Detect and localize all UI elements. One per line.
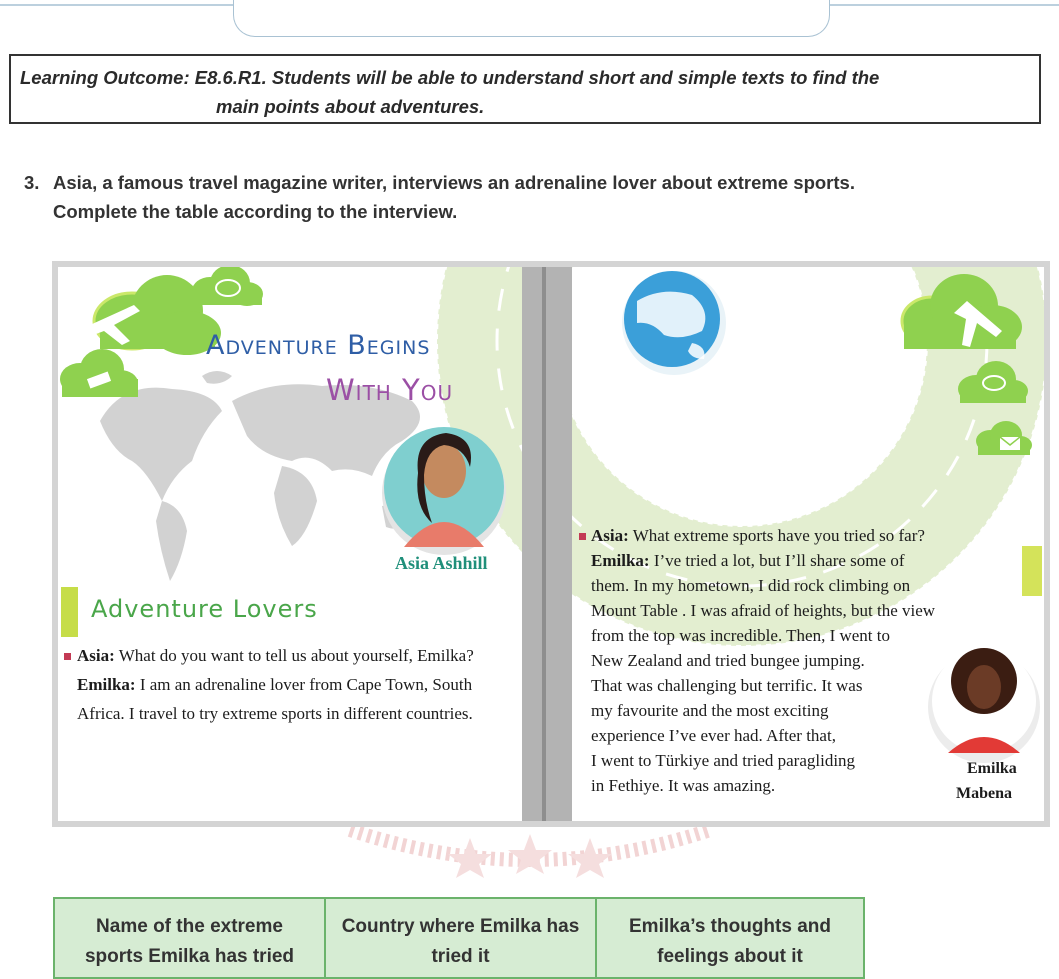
bullet-icon — [64, 653, 71, 660]
interview1-answer-line2: Africa. I travel to try extreme sports in different countries. — [77, 704, 473, 723]
magazine-title-line2: With You — [326, 373, 454, 407]
interview2-answer-line: from the top was incredible. Then, I went to — [591, 626, 890, 645]
globe-graphic — [622, 271, 726, 375]
interviewee-last-name: Mabena — [956, 785, 1012, 802]
cloud-chat-graphic — [192, 265, 263, 306]
answer-text: I’ve tried a lot, but I’ll share some of — [649, 551, 905, 570]
spine-shadow — [522, 261, 572, 827]
bullet-icon — [579, 533, 586, 540]
interview2-answer-line: Mount Table . I was afraid of heights, but the view — [591, 601, 936, 620]
table-header-cell: Country where Emilka has tried it — [326, 899, 597, 979]
interview2-answer-line: I went to Türkiye and tried paragliding — [591, 751, 856, 770]
interview2-answer-line: my favourite and the most exciting — [591, 701, 829, 720]
interview2-answer-line: New Zealand and tried bungee jumping. — [591, 651, 865, 670]
header-tab — [233, 0, 830, 37]
answer-text: I am an adrenaline lover from Cape Town, South — [135, 675, 473, 694]
answer-table — [53, 897, 865, 979]
interview2-answer-line: experience I’ve ever had. After that, — [591, 726, 836, 745]
question-text: What do you want to tell us about yourself, Emilka? — [114, 646, 474, 665]
interview2-answer-line: them. In my hometown, I did rock climbing on — [591, 576, 911, 595]
learning-outcome-line2: main points about adventures. — [216, 96, 485, 117]
interview1-question — [77, 643, 474, 668]
task-number: 3. — [24, 172, 40, 193]
interview2-answer-line: in Fethiye. It was amazing. — [591, 776, 776, 795]
asia-portrait-image — [382, 427, 506, 555]
interview2-answer-line1 — [591, 548, 904, 573]
table-header-cell: Emilka’s thoughts and feelings about it — [629, 916, 831, 967]
speaker-asia: Asia: — [591, 526, 629, 545]
speaker-asia: Asia: — [77, 646, 115, 665]
watermark-seal-graphic — [340, 820, 720, 880]
task-instruction-line2: Complete the table according to the interview. — [53, 201, 458, 222]
task-instruction-line1: Asia, a famous travel magazine writer, interviews an adrenaline lover about extreme sports. — [53, 172, 855, 193]
writer-name-label: Asia Ashhill — [395, 553, 488, 573]
cloud-car-graphic — [60, 349, 138, 397]
table-header-cell: Name of the extreme sports Emilka has tried — [55, 899, 326, 979]
learning-outcome-box — [9, 54, 1041, 124]
interview2-question — [591, 523, 925, 548]
speaker-emilka: Emilka: — [77, 675, 136, 694]
question-text: What extreme sports have you tried so far? — [628, 526, 925, 545]
page-edge-tab — [1022, 546, 1042, 596]
magazine-title-line1: Adventure Begins — [206, 330, 431, 361]
speaker-emilka: Emilka: — [591, 551, 650, 570]
interview2-answer-line: That was challenging but terrific. It was — [591, 676, 863, 695]
emilka-portrait-image — [928, 648, 1040, 763]
interviewee-first-name: Emilka — [967, 760, 1017, 777]
learning-outcome-line1: Learning Outcome: E8.6.R1. Students will be able to understand short and simple texts to find the — [20, 67, 880, 88]
section-accent-bar — [61, 587, 78, 637]
section-title: Adventure Lovers — [91, 595, 318, 623]
interview1-answer-line1 — [77, 672, 472, 697]
